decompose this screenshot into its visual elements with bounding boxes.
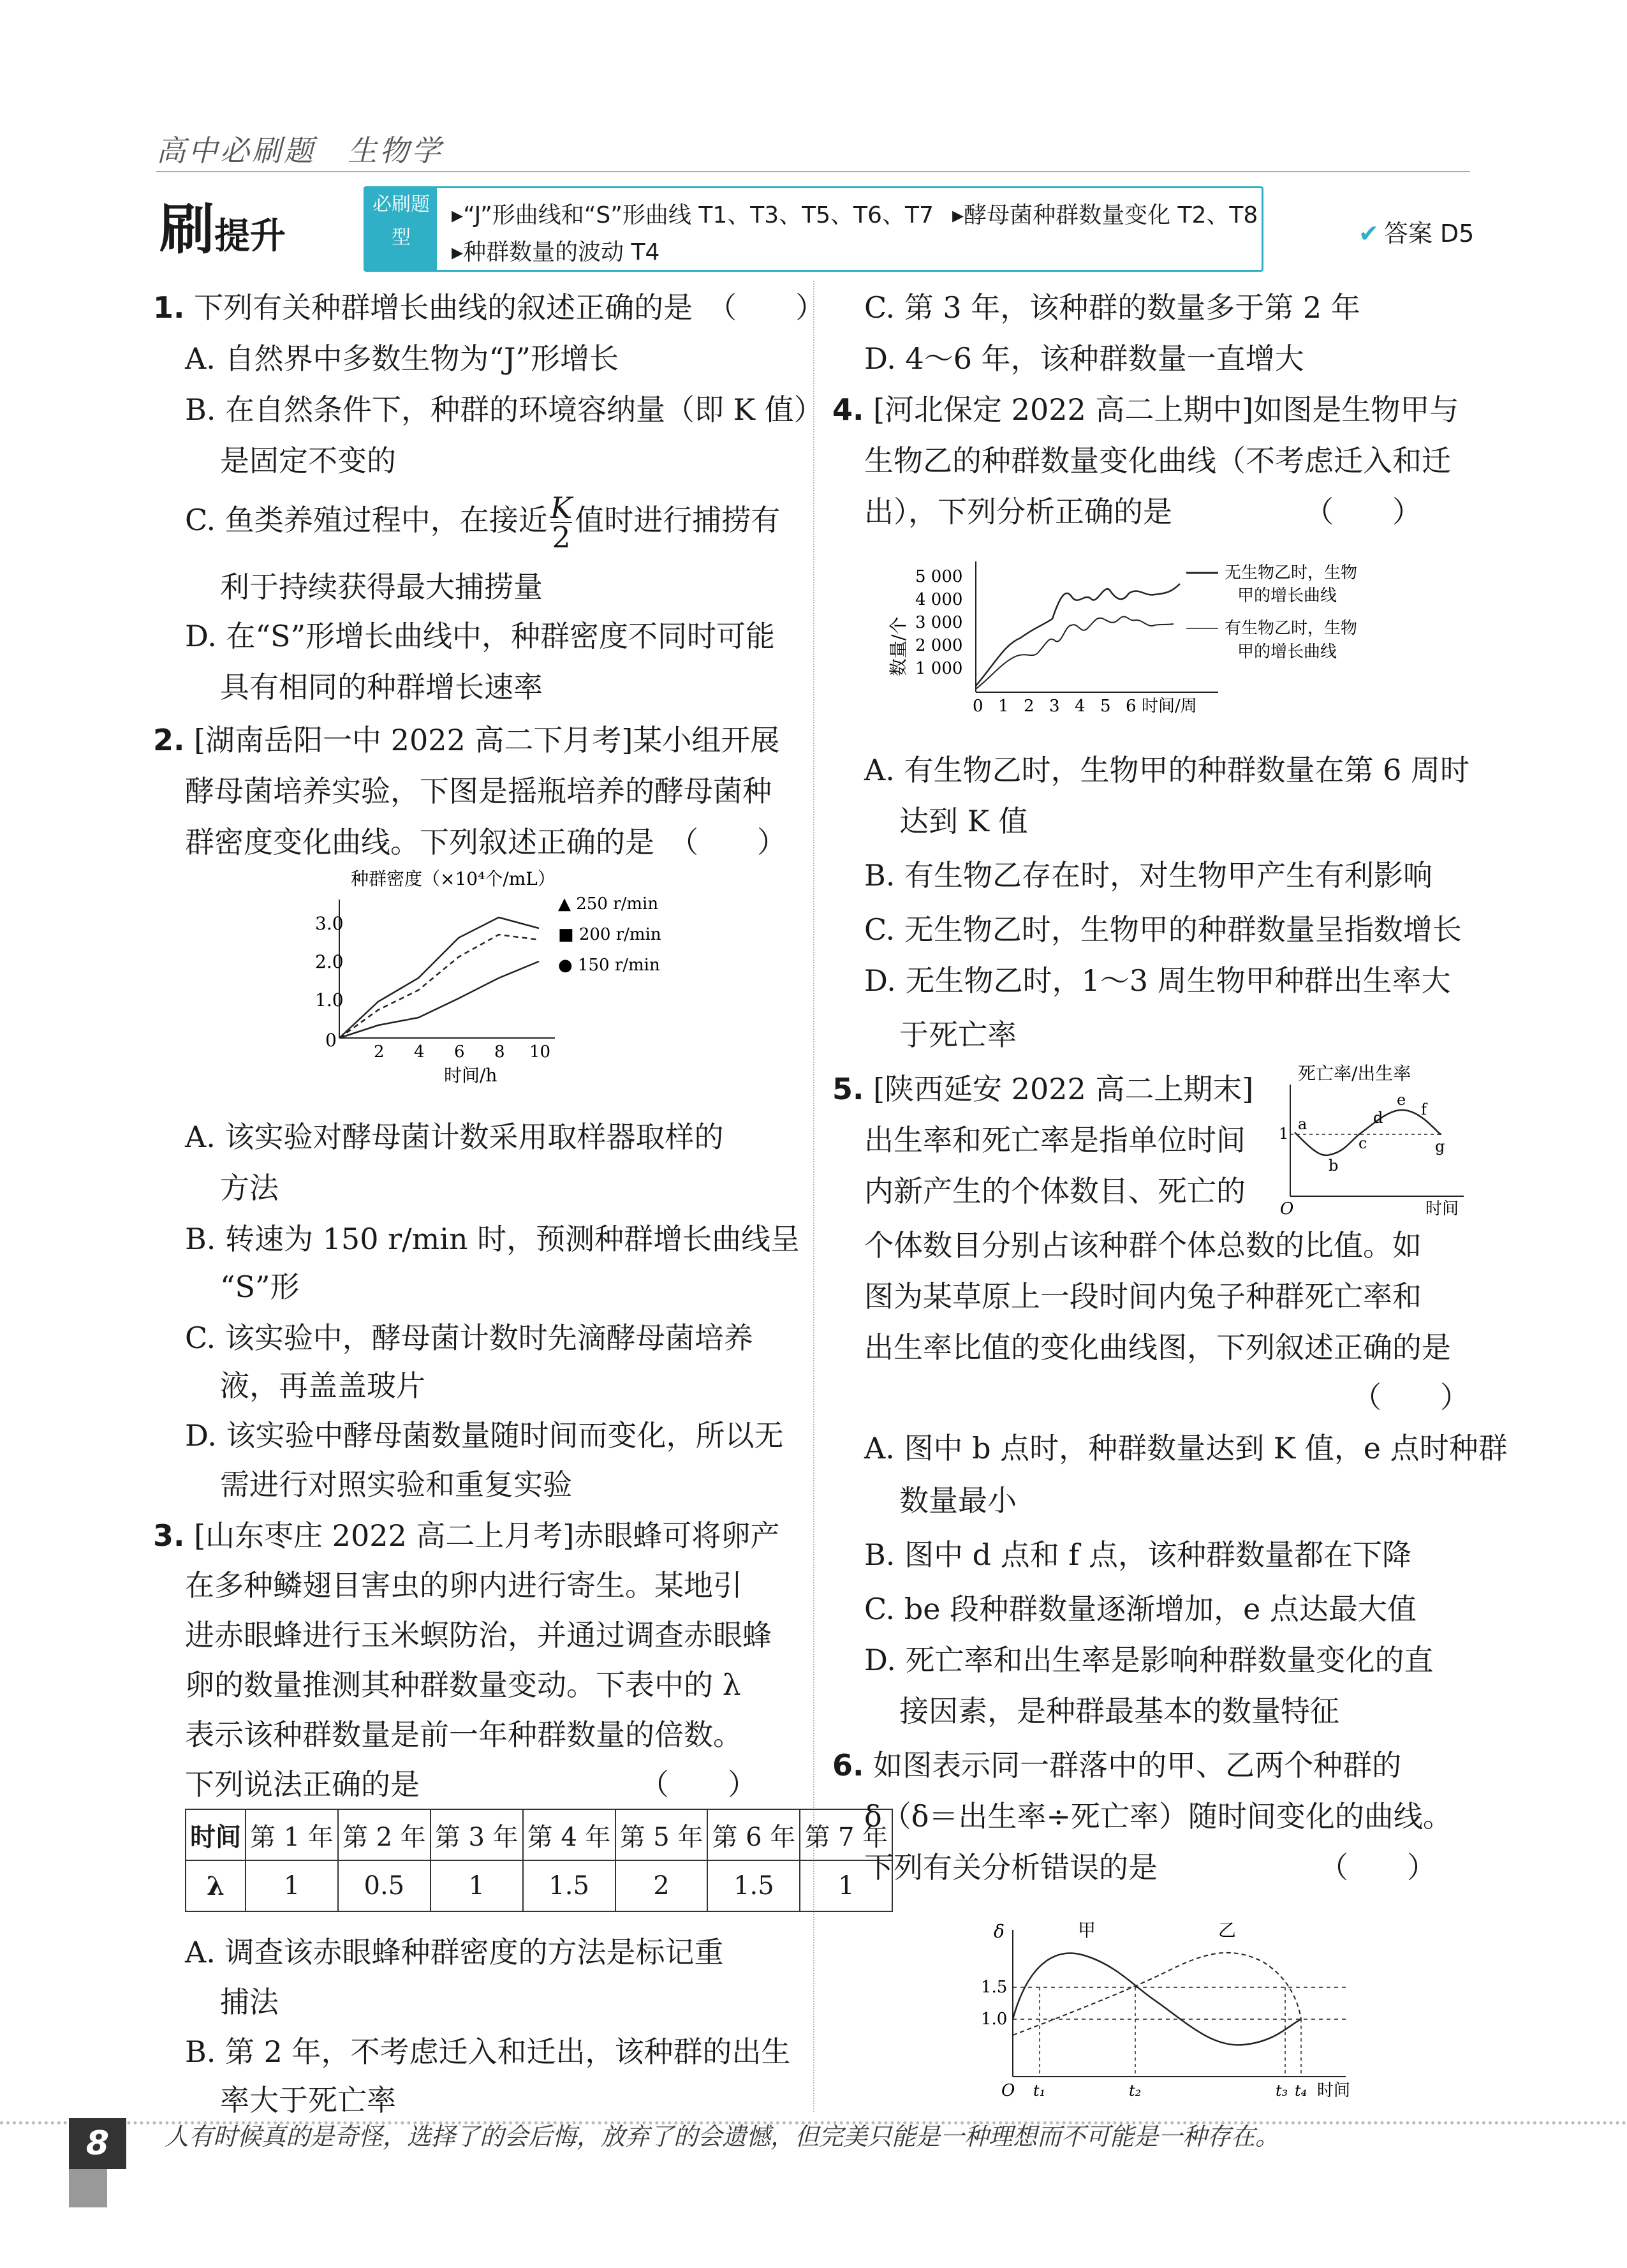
q5-stem [832,1062,1253,1116]
legend-200: ■ 200 r/min [558,925,661,944]
delta-curve-chart [976,1911,1371,2102]
origin-label: O [1001,2081,1015,2100]
q2-stem-line: 酵母菌培养实验，下图是摇瓶培养的酵母菌种 [185,774,772,808]
q5-stem-line: 内新产生的个体数目、死亡的 [864,1174,1246,1208]
table-cell: 第 5 年 [615,1809,708,1860]
q3-stem [153,1509,779,1562]
table-cell: 第 6 年 [707,1809,800,1860]
x-tick: t₁ [1033,2082,1046,2100]
q6-stem-line: 下列有关分析错误的是 （ ） [864,1850,1436,1885]
answer-ref-text: 答案 D5 [1383,219,1475,248]
q3-option-d: D. 4～6 年，该种群数量一直增大 [864,341,1304,376]
chart-x-label: 时间 [1425,1199,1459,1219]
q5-stem-line: 个体数目分别占该种群个体总数的比值。如 [864,1228,1422,1263]
table-cell: 第 2 年 [338,1809,431,1860]
q4-stem-line: 出），下列分析正确的是 （ ） [864,494,1422,529]
q5-number: 5. [832,1072,864,1106]
series-label-jia: 甲 [1078,1920,1096,1941]
table-cell: 1 [800,1860,892,1911]
header-rule [156,171,1470,172]
y-tick: 2.0 [315,951,344,972]
point-label-g: g [1435,1138,1445,1155]
q5-stem-line: 图为某草原上一段时间内兔子种群死亡率和 [864,1279,1422,1314]
mortality-birth-ratio-chart [1272,1059,1483,1219]
y-tick: 1.0 [315,989,344,1011]
tag-side-label: 必刷题型 [365,188,437,270]
series-200 [339,935,539,1038]
q4-option-a-cont: 达到 K 值 [899,804,1028,838]
q5-option-b: B. 图中 d 点和 f 点，该种群数量都在下降 [864,1538,1412,1572]
q3-option-b-cont: 率大于死亡率 [220,2083,396,2117]
table-cell: 第 3 年 [431,1809,523,1860]
point-label-d: d [1373,1109,1383,1127]
q2-option-b-cont: “S”形 [220,1270,300,1304]
q2-option-d-cont: 需进行对照实验和重复实验 [220,1467,572,1502]
q2-stem-line: 群密度变化曲线。下列叙述正确的是 （ ） [185,825,786,859]
legend-label: 200 r/min [578,925,661,944]
x-tick: t₂ [1129,2082,1142,2100]
tag-item: ▸酵母菌种群数量变化 T2、T8 [952,202,1258,228]
table-cell: 第 4 年 [523,1809,615,1860]
q3-stem-line: 表示该种群数量是前一年种群数量的倍数。 [185,1717,742,1752]
point-label-e: e [1397,1091,1406,1109]
q2-option-d: D. 该实验中酵母菌数量随时间而变化，所以无 [185,1418,784,1453]
x-tick: 0 [973,697,983,716]
tag-item: ▸种群数量的波动 T4 [452,239,660,265]
q1-number: 1. [153,290,185,325]
q3-stem-text: [山东枣庄 2022 高二上月考]赤眼蜂可将卵产 [194,1518,780,1553]
section-brand [159,185,286,264]
q3-option-a-cont: 捕法 [220,1985,279,2019]
q1-option-b: B. 在自然条件下，种群的环境容纳量（即 K 值） [185,392,823,427]
q6-stem-text: 如图表示同一群落中的甲、乙两个种群的 [873,1748,1402,1783]
y-tick-one: 1 [1279,1125,1289,1143]
legend-label: 150 r/min [577,956,660,975]
brand-sub: 提升 [214,216,286,257]
q4-stem [832,383,1459,436]
yeast-density-chart [315,864,702,1094]
y-tick: 1 000 [915,659,963,678]
chart-x-label: 时间 [1317,2081,1351,2100]
legend-150: ● 150 r/min [558,956,660,975]
table-cell: 1 [246,1860,338,1911]
q1-option-c [185,491,781,554]
x-tick: 3 [1049,697,1060,716]
point-label-c: c [1358,1134,1367,1152]
y-tick: 0 [325,1030,337,1051]
table-cell: 1.5 [523,1860,615,1911]
q1-option-b-cont: 是固定不变的 [220,443,396,478]
ratio-curve [1295,1110,1441,1155]
q3-option-a: A. 调查该赤眼蜂种群密度的方法是标记重 [185,1935,724,1969]
chart-y-label: 死亡率/出生率 [1298,1063,1411,1084]
x-tick: 4 [1075,697,1086,716]
answer-reference [1358,214,1474,249]
q5-stem-text: [陕西延安 2022 高二上期末] [873,1072,1254,1106]
q5-option-d-cont: 接因素，是种群最基本的数量特征 [899,1694,1339,1728]
q3-stem-line: 进赤眼蜂进行玉米螟防治，并通过调查赤眼蜂 [185,1618,772,1652]
population-curve-chart [887,549,1486,721]
book-title: 高中必刷题 生物学 [156,133,443,168]
footer-motto: 人有时候真的是奇怪，选择了的会后悔，放弃了的会遗憾，但完美只能是一种理想而不可能是一种存在。 [165,2123,1280,2151]
fraction-denominator: 2 [552,520,571,554]
point-label-a: a [1298,1115,1307,1133]
origin-label: O [1280,1199,1294,1219]
x-tick: t₃ [1276,2082,1288,2100]
q4-stem-line: 生物乙的种群数量变化曲线（不考虑迁入和迁 [864,443,1451,478]
q3-stem-line: 卵的数量推测其种群数量变动。下表中的 λ [185,1668,741,1702]
x-tick: 2 [1024,697,1034,716]
q5-bracket: （ ） [1352,1380,1469,1414]
tag-item: ▸“J”形曲线和“S”形曲线 T1、T3、T5、T6、T7 [452,202,934,228]
q2-option-b: B. 转速为 150 r/min 时，预测种群增长曲线呈 [185,1222,800,1256]
x-tick: t₄ [1295,2082,1307,2100]
table-cell: 时间 [186,1809,246,1860]
x-tick: 2 [374,1042,385,1062]
legend-label: 甲的增长曲线 [1237,586,1337,605]
q2-number: 2. [153,723,185,757]
x-tick: 6 [454,1042,465,1062]
y-tick: 3 000 [915,613,963,632]
check-icon: ✔ [1358,219,1379,248]
x-tick: 4 [414,1042,425,1062]
series-yi [1013,1953,1301,2035]
chart-y-label: δ [994,1921,1005,1942]
q6-stem-line: δ（δ＝出生率÷死亡率）随时间变化的曲线。 [864,1799,1452,1834]
series-without-b [976,584,1180,686]
table-row [186,1860,892,1911]
series-label-yi: 乙 [1218,1920,1237,1941]
q3-stem-line: 在多种鳞翅目害虫的卵内进行寄生。某地引 [185,1568,742,1603]
chart-y-label: 数量/个 [888,616,909,676]
q6-stem [832,1738,1401,1792]
q4-option-d-cont: 于死亡率 [899,1018,1017,1052]
q5-option-a: A. 图中 b 点时，种群数量达到 K 值，e 点时种群 [864,1431,1508,1465]
x-tick: 1 [998,697,1009,716]
y-tick: 1.5 [981,1978,1008,1997]
q4-stem-text: [河北保定 2022 高二上期中]如图是生物甲与 [873,392,1459,427]
fraction-k-over-2 [550,491,573,554]
q5-option-d: D. 死亡率和出生率是影响种群数量变化的直 [864,1643,1434,1677]
q5-option-c: C. be 段种群数量逐渐增加，e 点达最大值 [864,1592,1417,1626]
q1-option-d-cont: 具有相同的种群增长速率 [220,670,543,704]
legend-label: 有生物乙时，生物 [1225,619,1358,638]
q1-stem-text: 下列有关种群增长曲线的叙述正确的是 （ ） [194,290,825,325]
q2-option-a: A. 该实验对酵母菌计数采用取样器取样的 [185,1120,724,1154]
y-tick: 3.0 [315,913,344,934]
chart-x-label: 时间/周 [1142,697,1197,716]
q1-stem [153,281,825,334]
table-cell: 第 7 年 [800,1809,892,1860]
q1-option-c-cont: 利于持续获得最大捕捞量 [220,570,543,604]
q1-option-a: A. 自然界中多数生物为“J”形增长 [185,341,619,376]
q4-option-a: A. 有生物乙时，生物甲的种群数量在第 6 周时 [864,753,1469,787]
x-tick: 8 [494,1042,505,1062]
point-label-f: f [1421,1101,1427,1118]
q4-option-c: C. 无生物乙时，生物甲的种群数量呈指数增长 [864,912,1462,947]
page-number-decoration [69,2169,107,2207]
chart-y-label: 种群密度（×10⁴个/mL） [351,868,556,889]
q1-c-text-2: 值时进行捕捞有 [575,503,781,537]
table-cell: 第 1 年 [246,1809,338,1860]
x-tick: 6 [1126,697,1137,716]
legend-250: ▲ 250 r/min [558,894,659,914]
y-tick: 4 000 [915,590,963,609]
lambda-table [185,1809,893,1912]
q3-stem-line: 下列说法正确的是 （ ） [185,1767,757,1802]
table-cell: 0.5 [338,1860,431,1911]
q6-number: 6. [832,1748,864,1783]
legend-label: 甲的增长曲线 [1237,642,1337,662]
brand-main: 刷 [159,198,214,262]
point-label-b: b [1329,1157,1339,1175]
table-cell: λ [186,1860,246,1911]
table-cell: 1 [431,1860,523,1911]
q4-number: 4. [832,392,864,427]
q1-option-d: D. 在“S”形增长曲线中，种群密度不同时可能 [185,619,776,653]
q5-stem-line: 出生率和死亡率是指单位时间 [864,1123,1246,1157]
table-header-row [186,1809,892,1860]
q2-option-c: C. 该实验中，酵母菌计数时先滴酵母菌培养 [185,1321,753,1355]
q5-stem-line: 出生率比值的变化曲线图，下列叙述正确的是 [864,1330,1451,1365]
y-tick: 5 000 [915,567,963,586]
y-tick: 1.0 [981,2010,1008,2029]
q3-number: 3. [153,1518,185,1553]
x-tick: 10 [529,1042,551,1062]
question-type-box [364,186,1263,272]
table-cell: 2 [615,1860,708,1911]
q3-option-c: C. 第 3 年，该种群的数量多于第 2 年 [864,290,1360,325]
q4-option-d: D. 无生物乙时，1～3 周生物甲种群出生率大 [864,963,1451,998]
q2-option-a-cont: 方法 [220,1171,279,1205]
y-tick: 2 000 [915,636,963,655]
q2-stem-text: [湖南岳阳一中 2022 高二下月考]某小组开展 [194,723,780,757]
legend-label: 无生物乙时，生物 [1225,563,1358,582]
q2-stem [153,713,779,767]
x-tick: 5 [1100,697,1111,716]
table-cell: 1.5 [707,1860,800,1911]
series-with-b [976,617,1174,689]
q5-option-a-cont: 数量最小 [899,1483,1017,1518]
q2-option-c-cont: 液，再盖盖玻片 [220,1368,425,1403]
series-jia [1013,1953,1301,2045]
legend-label: 250 r/min [576,894,659,914]
q1-c-text: C. 鱼类养殖过程中，在接近 [185,503,548,537]
q4-option-b: B. 有生物乙存在时，对生物甲产生有利影响 [864,858,1433,893]
chart-x-label: 时间/h [444,1065,497,1086]
fraction-numerator: K [550,491,573,525]
q3-option-b: B. 第 2 年，不考虑迁入和迁出，该种群的出生 [185,2035,791,2069]
page-number: 8 [69,2118,126,2169]
